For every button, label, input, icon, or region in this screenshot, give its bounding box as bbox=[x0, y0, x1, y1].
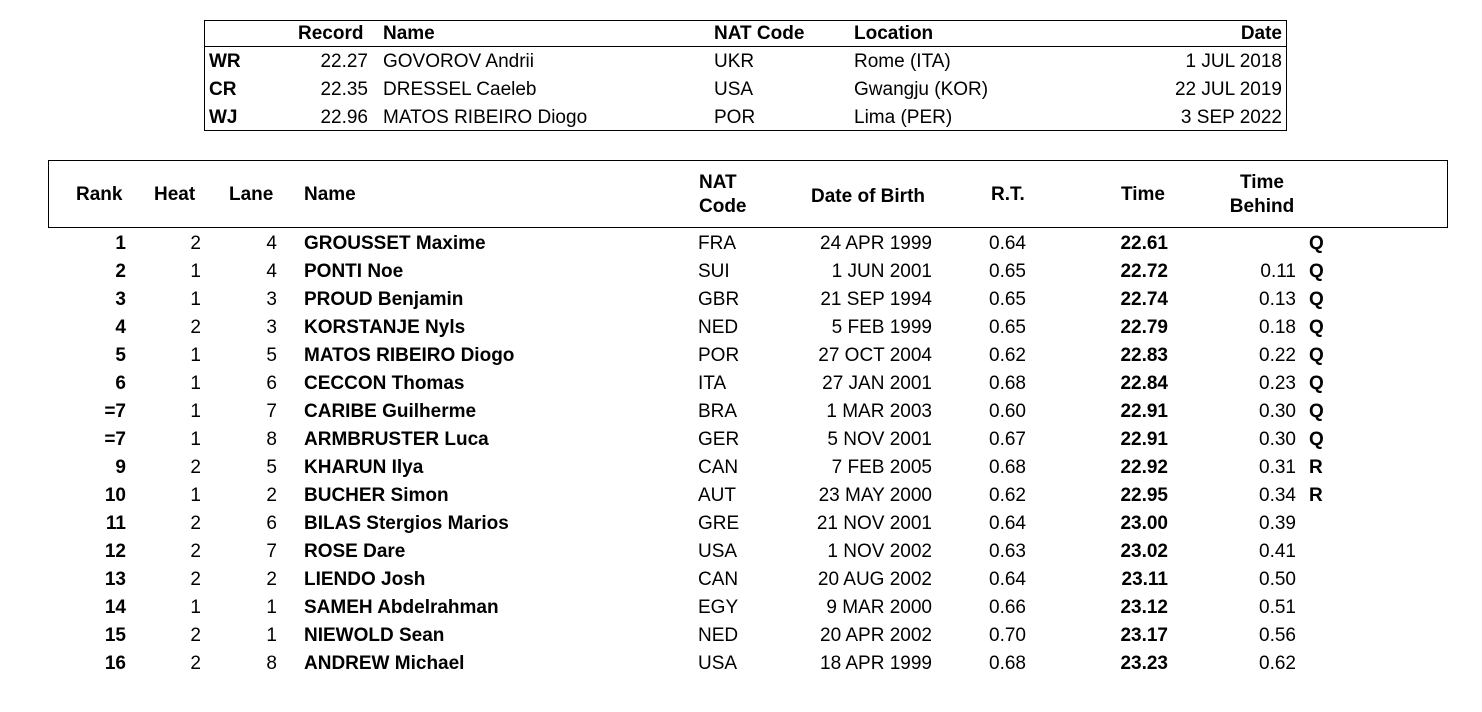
result-row bbox=[0, 286, 1482, 314]
result-dob: 20 AUG 2002 bbox=[817, 569, 932, 590]
result-nat: GBR bbox=[698, 289, 740, 310]
result-lane: 6 bbox=[266, 373, 277, 394]
result-heat: 1 bbox=[190, 597, 201, 618]
result-lane: 6 bbox=[266, 513, 277, 534]
result-dob: 27 JAN 2001 bbox=[822, 373, 932, 394]
result-rank: 11 bbox=[105, 513, 126, 534]
result-lane: 8 bbox=[266, 429, 277, 450]
result-lane: 7 bbox=[266, 541, 277, 562]
record-date: 3 SEP 2022 bbox=[1180, 107, 1282, 128]
result-time-behind: 0.30 bbox=[1259, 401, 1296, 422]
result-time-behind: 0.30 bbox=[1259, 429, 1296, 450]
result-rt: 0.65 bbox=[989, 317, 1026, 338]
result-dob: 5 FEB 1999 bbox=[831, 317, 932, 338]
header-dob: Date of Birth bbox=[811, 186, 925, 207]
record-name: GOVOROV Andrii bbox=[383, 51, 534, 72]
record-location: Rome (ITA) bbox=[854, 51, 951, 72]
result-rt: 0.64 bbox=[989, 233, 1026, 254]
result-rank: 5 bbox=[115, 345, 126, 366]
result-nat: AUT bbox=[698, 485, 736, 506]
record-name: DRESSEL Caeleb bbox=[383, 79, 537, 100]
result-heat: 2 bbox=[190, 541, 201, 562]
result-rank: 9 bbox=[115, 457, 126, 478]
result-heat: 2 bbox=[190, 233, 201, 254]
record-nat: UKR bbox=[714, 51, 755, 72]
record-date: 1 JUL 2018 bbox=[1185, 51, 1282, 72]
result-time: 23.23 bbox=[1120, 653, 1168, 674]
result-rank: 16 bbox=[104, 653, 126, 674]
result-dob: 27 OCT 2004 bbox=[818, 345, 932, 366]
result-rank: 4 bbox=[115, 317, 126, 338]
result-heat: 1 bbox=[190, 289, 201, 310]
result-time: 22.74 bbox=[1120, 289, 1168, 310]
result-rt: 0.64 bbox=[989, 569, 1026, 590]
result-heat: 1 bbox=[190, 261, 201, 282]
result-name: ROSE Dare bbox=[304, 541, 406, 562]
record-row bbox=[205, 76, 1286, 104]
result-nat: ITA bbox=[698, 373, 727, 394]
result-rt: 0.62 bbox=[989, 485, 1026, 506]
result-rank: =7 bbox=[104, 429, 126, 450]
result-time-behind: 0.51 bbox=[1259, 597, 1296, 618]
record-row bbox=[205, 48, 1286, 76]
result-heat: 2 bbox=[190, 457, 201, 478]
records-header bbox=[205, 21, 1286, 47]
header-behind-line1: Time bbox=[1239, 172, 1284, 193]
record-location: Gwangju (KOR) bbox=[854, 79, 989, 100]
result-dob: 21 NOV 2001 bbox=[816, 513, 932, 534]
header-nat-line2: Code bbox=[699, 196, 747, 217]
result-time: 23.17 bbox=[1120, 625, 1168, 646]
result-rt: 0.65 bbox=[989, 289, 1026, 310]
result-time: 23.11 bbox=[1121, 569, 1168, 590]
result-name: PONTI Noe bbox=[304, 261, 404, 282]
result-time-behind: 0.13 bbox=[1259, 289, 1296, 310]
records-header-date: Date bbox=[1240, 23, 1282, 44]
result-time-behind: 0.34 bbox=[1259, 485, 1296, 506]
result-rt: 0.64 bbox=[989, 513, 1026, 534]
result-time-behind: 0.18 bbox=[1259, 317, 1296, 338]
result-row bbox=[0, 566, 1482, 594]
header-lane: Lane bbox=[229, 184, 274, 205]
record-type: WR bbox=[209, 51, 241, 72]
result-row bbox=[0, 398, 1482, 426]
result-name: KORSTANJE Nyls bbox=[304, 317, 466, 338]
result-time: 22.91 bbox=[1120, 429, 1168, 450]
results-header bbox=[48, 160, 1448, 228]
result-lane: 5 bbox=[266, 345, 277, 366]
result-heat: 2 bbox=[190, 513, 201, 534]
result-qualification: Q bbox=[1309, 429, 1324, 450]
record-type: CR bbox=[209, 79, 237, 100]
record-name: MATOS RIBEIRO Diogo bbox=[383, 107, 588, 128]
result-rt: 0.68 bbox=[989, 653, 1026, 674]
result-row bbox=[0, 342, 1482, 370]
result-rank: =7 bbox=[104, 401, 126, 422]
header-rank: Rank bbox=[76, 184, 123, 205]
result-name: NIEWOLD Sean bbox=[304, 625, 445, 646]
result-time: 22.83 bbox=[1120, 345, 1168, 366]
result-lane: 1 bbox=[266, 625, 277, 646]
result-nat: NED bbox=[698, 625, 739, 646]
result-name: SAMEH Abdelrahman bbox=[304, 597, 499, 618]
result-time-behind: 0.23 bbox=[1259, 373, 1296, 394]
record-time: 22.27 bbox=[320, 51, 368, 72]
header-heat: Heat bbox=[154, 184, 196, 205]
result-row bbox=[0, 454, 1482, 482]
result-lane: 2 bbox=[266, 569, 277, 590]
result-heat: 2 bbox=[190, 653, 201, 674]
result-time-behind: 0.62 bbox=[1259, 653, 1296, 674]
result-qualification: Q bbox=[1309, 289, 1324, 310]
result-lane: 4 bbox=[266, 261, 277, 282]
record-nat: POR bbox=[714, 107, 756, 128]
records-header-location: Location bbox=[854, 23, 934, 44]
result-nat: CAN bbox=[698, 569, 739, 590]
result-time: 22.79 bbox=[1120, 317, 1168, 338]
result-nat: USA bbox=[698, 541, 738, 562]
result-lane: 3 bbox=[266, 317, 277, 338]
result-dob: 18 APR 1999 bbox=[820, 653, 932, 674]
result-rank: 1 bbox=[115, 233, 126, 254]
result-nat: CAN bbox=[698, 457, 739, 478]
result-qualification: Q bbox=[1309, 373, 1324, 394]
result-qualification: Q bbox=[1309, 317, 1324, 338]
record-location: Lima (PER) bbox=[854, 107, 953, 128]
result-nat: POR bbox=[698, 345, 740, 366]
result-row bbox=[0, 370, 1482, 398]
result-dob: 20 APR 2002 bbox=[820, 625, 932, 646]
result-time: 23.02 bbox=[1120, 541, 1168, 562]
result-nat: USA bbox=[698, 653, 738, 674]
result-dob: 23 MAY 2000 bbox=[818, 485, 932, 506]
result-time-behind: 0.56 bbox=[1259, 625, 1296, 646]
result-name: CARIBE Guilherme bbox=[304, 401, 477, 422]
result-rank: 15 bbox=[104, 625, 126, 646]
result-time: 23.00 bbox=[1120, 513, 1168, 534]
result-time: 22.84 bbox=[1120, 373, 1168, 394]
result-time: 23.12 bbox=[1120, 597, 1168, 618]
header-behind-line2: Behind bbox=[1229, 196, 1295, 217]
result-qualification: Q bbox=[1309, 261, 1324, 282]
result-name: GROUSSET Maxime bbox=[304, 233, 486, 254]
result-qualification: R bbox=[1309, 457, 1323, 478]
result-time: 22.72 bbox=[1120, 261, 1168, 282]
result-dob: 1 MAR 2003 bbox=[826, 401, 932, 422]
result-name: BILAS Stergios Marios bbox=[304, 513, 509, 534]
result-rt: 0.65 bbox=[989, 261, 1026, 282]
result-row bbox=[0, 314, 1482, 342]
header-name: Name bbox=[304, 184, 356, 205]
result-heat: 1 bbox=[190, 345, 201, 366]
result-name: ARMBRUSTER Luca bbox=[304, 429, 489, 450]
result-dob: 9 MAR 2000 bbox=[826, 597, 932, 618]
records-header-name: Name bbox=[383, 23, 435, 44]
result-rt: 0.60 bbox=[989, 401, 1026, 422]
result-heat: 2 bbox=[190, 569, 201, 590]
result-rt: 0.63 bbox=[989, 541, 1026, 562]
records-header-nat: NAT Code bbox=[714, 23, 805, 44]
result-time: 22.92 bbox=[1120, 457, 1168, 478]
result-nat: GRE bbox=[698, 513, 740, 534]
result-lane: 1 bbox=[266, 597, 277, 618]
result-name: MATOS RIBEIRO Diogo bbox=[304, 345, 515, 366]
result-nat: EGY bbox=[698, 597, 739, 618]
result-rank: 2 bbox=[115, 261, 126, 282]
result-lane: 8 bbox=[266, 653, 277, 674]
result-nat: GER bbox=[698, 429, 740, 450]
result-rt: 0.62 bbox=[989, 345, 1026, 366]
header-rt: R.T. bbox=[991, 184, 1025, 205]
result-lane: 5 bbox=[266, 457, 277, 478]
result-time-behind: 0.11 bbox=[1260, 261, 1296, 282]
result-name: KHARUN Ilya bbox=[304, 457, 424, 478]
result-name: LIENDO Josh bbox=[304, 569, 426, 590]
header-time: Time bbox=[1121, 184, 1166, 205]
result-qualification: Q bbox=[1309, 401, 1324, 422]
result-time-behind: 0.50 bbox=[1259, 569, 1296, 590]
record-type: WJ bbox=[209, 107, 238, 128]
result-dob: 7 FEB 2005 bbox=[831, 457, 932, 478]
result-time-behind: 0.22 bbox=[1259, 345, 1296, 366]
result-rt: 0.66 bbox=[989, 597, 1026, 618]
result-heat: 1 bbox=[190, 401, 201, 422]
result-heat: 1 bbox=[190, 373, 201, 394]
result-time-behind: 0.41 bbox=[1259, 541, 1296, 562]
result-time-behind: 0.31 bbox=[1259, 457, 1296, 478]
result-rank: 14 bbox=[104, 597, 126, 618]
result-row bbox=[0, 622, 1482, 650]
result-row bbox=[0, 594, 1482, 622]
result-name: PROUD Benjamin bbox=[304, 289, 464, 310]
result-qualification: R bbox=[1309, 485, 1323, 506]
record-row bbox=[205, 104, 1286, 132]
result-lane: 2 bbox=[266, 485, 277, 506]
result-time: 22.61 bbox=[1120, 233, 1168, 254]
result-nat: BRA bbox=[698, 401, 738, 422]
result-name: BUCHER Simon bbox=[304, 485, 449, 506]
result-row bbox=[0, 482, 1482, 510]
result-time: 22.95 bbox=[1120, 485, 1168, 506]
result-rt: 0.67 bbox=[989, 429, 1026, 450]
result-time-behind: 0.39 bbox=[1259, 513, 1296, 534]
header-nat-line1: NAT bbox=[699, 172, 737, 193]
records-table bbox=[204, 20, 1287, 131]
result-time: 22.91 bbox=[1120, 401, 1168, 422]
result-rt: 0.68 bbox=[989, 373, 1026, 394]
result-rank: 13 bbox=[104, 569, 126, 590]
record-time: 22.96 bbox=[320, 107, 368, 128]
result-dob: 1 NOV 2002 bbox=[827, 541, 932, 562]
result-nat: NED bbox=[698, 317, 739, 338]
result-nat: FRA bbox=[698, 233, 736, 254]
result-heat: 2 bbox=[190, 625, 201, 646]
result-heat: 1 bbox=[190, 429, 201, 450]
result-row bbox=[0, 426, 1482, 454]
result-lane: 4 bbox=[266, 233, 277, 254]
result-rank: 6 bbox=[115, 373, 126, 394]
result-nat: SUI bbox=[698, 261, 730, 282]
result-name: ANDREW Michael bbox=[304, 653, 465, 674]
result-rank: 10 bbox=[104, 485, 126, 506]
result-row bbox=[0, 538, 1482, 566]
result-name: CECCON Thomas bbox=[304, 373, 465, 394]
result-heat: 1 bbox=[190, 485, 201, 506]
result-rank: 12 bbox=[104, 541, 126, 562]
result-lane: 3 bbox=[266, 289, 277, 310]
result-dob: 21 SEP 1994 bbox=[820, 289, 932, 310]
result-qualification: Q bbox=[1309, 345, 1324, 366]
result-dob: 1 JUN 2001 bbox=[831, 261, 932, 282]
result-row bbox=[0, 650, 1482, 678]
result-rt: 0.70 bbox=[989, 625, 1026, 646]
records-header-record: Record bbox=[298, 23, 364, 44]
record-time: 22.35 bbox=[320, 79, 368, 100]
result-lane: 7 bbox=[266, 401, 277, 422]
result-heat: 2 bbox=[190, 317, 201, 338]
result-row bbox=[0, 258, 1482, 286]
result-rank: 3 bbox=[115, 289, 126, 310]
result-dob: 5 NOV 2001 bbox=[827, 429, 932, 450]
result-dob: 24 APR 1999 bbox=[820, 233, 932, 254]
result-qualification: Q bbox=[1309, 233, 1324, 254]
result-row bbox=[0, 230, 1482, 258]
record-date: 22 JUL 2019 bbox=[1174, 79, 1282, 100]
result-row bbox=[0, 510, 1482, 538]
record-nat: USA bbox=[714, 79, 754, 100]
result-rt: 0.68 bbox=[989, 457, 1026, 478]
